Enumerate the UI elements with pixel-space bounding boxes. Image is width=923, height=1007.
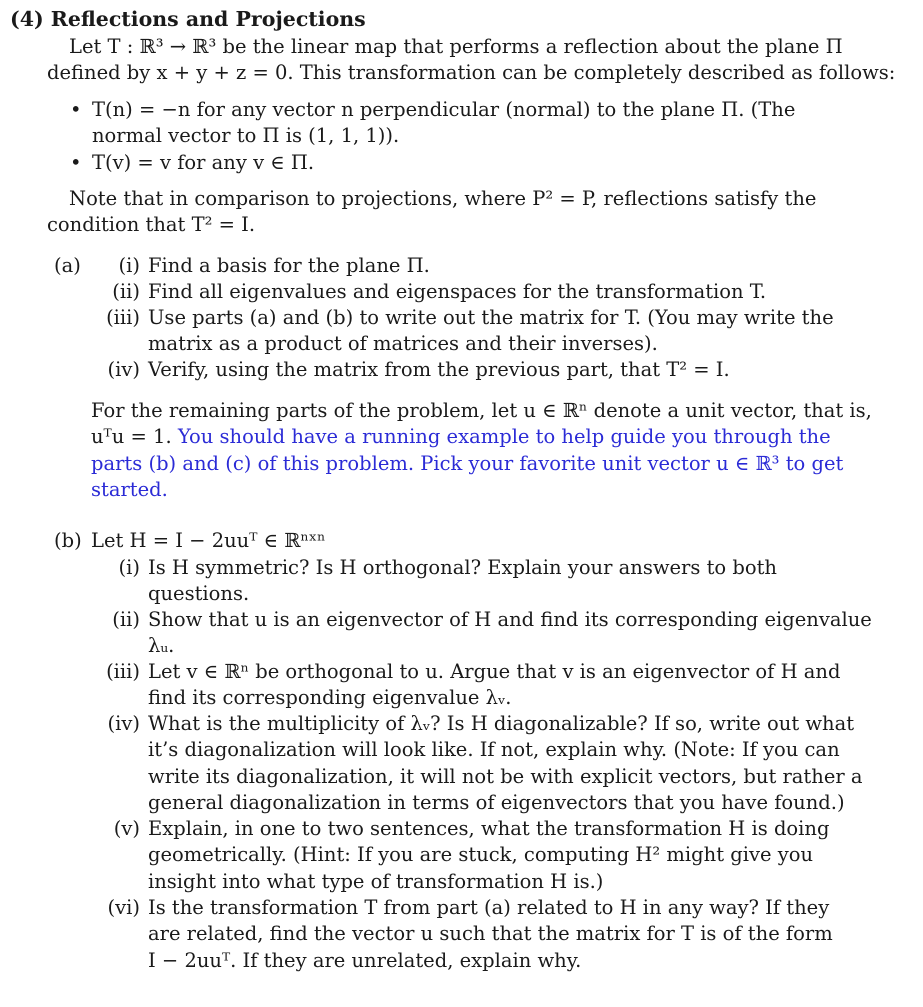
item-text: write its diagonalization, it will not be with explicit vectors, but rather a [148, 764, 863, 788]
note-line: condition that T² = I. [47, 213, 256, 237]
item-number: (iii) [106, 306, 140, 329]
item-text: Is the transformation T from part (a) related to H in any way? If they [148, 896, 830, 919]
item-text: geometrically. (Hint: If you are stuck, computing H² might give you [148, 843, 814, 867]
part-b-heading-text: Let H = I − 2uuᵀ ∈ ℝⁿˣⁿ [91, 529, 326, 552]
item-text: Let v ∈ ℝⁿ be orthogonal to u. Argue that v is an eigenvector of H and [148, 660, 841, 683]
item-number: (ii) [112, 280, 140, 303]
remain-line [91, 424, 872, 450]
item-text: What is the multiplicity of λᵥ? Is H diagonalizable? If so, write out what [148, 712, 855, 735]
item-text: general diagonalization in terms of eigenvectors that you have found.) [148, 790, 845, 814]
part-b-item [118, 555, 777, 608]
item-text: Use parts (a) and (b) to write out the matrix for T. (You may write the [148, 306, 834, 329]
part-a-label: (a) [54, 254, 81, 277]
part-b-item [107, 711, 863, 816]
bullet-marker: • [70, 150, 82, 174]
remain-line: For the remaining parts of the problem, let u ∈ ℝⁿ denote a unit vector, that is, [91, 399, 872, 422]
item-number: (i) [118, 556, 140, 579]
part-a-item [106, 305, 834, 358]
bullet-text: T(n) = −n for any vector n perpendicular (normal) to the plane Π. (The [92, 98, 796, 121]
intro-paragraph [47, 34, 907, 87]
definition-bullets [70, 97, 795, 176]
note-paragraph [47, 186, 816, 239]
item-text: Find a basis for the plane Π. [148, 254, 430, 277]
item-number: (vi) [107, 896, 140, 919]
item-text: are related, find the vector u such that the matrix for T is of the form [148, 922, 833, 946]
problem-title: (4) Reflections and Projections [10, 7, 366, 31]
bullet-marker: • [70, 98, 82, 121]
item-text: matrix as a product of matrices and their inverses). [148, 332, 658, 356]
item-number: (iv) [107, 712, 140, 735]
item-text: Verify, using the matrix from the previous part, that T² = I. [148, 358, 730, 381]
intro-line: defined by x + y + z = 0. This transformation can be completely described as follows: [47, 61, 896, 85]
item-text: Show that u is an eigenvector of H and find its corresponding eigenvalue [148, 608, 872, 631]
bullet-item [70, 97, 795, 150]
item-text: I − 2uuᵀ. If they are unrelated, explain why. [148, 948, 582, 972]
part-a-item [118, 253, 430, 279]
bullet-item [70, 150, 795, 176]
bullet-text: T(v) = v for any v ∈ Π. [92, 150, 315, 174]
item-text: Find all eigenvalues and eigenspaces for the transformation T. [148, 280, 767, 303]
item-text: insight into what type of transformation H is.) [148, 869, 604, 893]
item-number: (ii) [112, 608, 140, 631]
item-text: it’s diagonalization will look like. If not, explain why. (Note: If you can [148, 738, 840, 762]
part-b-heading [91, 528, 326, 554]
unit-vector-condition: uᵀu = 1. [91, 425, 172, 449]
part-b-item [106, 659, 841, 712]
item-text: λᵤ. [148, 634, 175, 658]
remain-line: parts (b) and (c) of this problem. Pick your favorite unit vector u ∈ ℝ³ to get [91, 451, 844, 475]
part-a-item [107, 357, 730, 383]
running-example-hint: You should have a running example to help guide you through the [171, 425, 831, 449]
part-b-item [107, 895, 833, 974]
bullet-text: normal vector to Π is (1, 1, 1)). [92, 124, 400, 148]
item-number: (v) [113, 817, 140, 840]
item-number: (i) [118, 254, 140, 277]
item-number: (iii) [106, 660, 140, 683]
item-text: find its corresponding eigenvalue λᵥ. [148, 686, 512, 710]
item-text: questions. [148, 582, 250, 606]
item-number: (iv) [107, 358, 140, 381]
part-b-label: (b) [54, 529, 82, 552]
item-text: Is H symmetric? Is H orthogonal? Explain your answers to both [148, 556, 777, 579]
note-line: Note that in comparison to projections, where P² = P, reflections satisfy the [69, 187, 817, 210]
item-text: Explain, in one to two sentences, what the transformation H is doing [148, 817, 830, 840]
intro-line: Let T : ℝ³ → ℝ³ be the linear map that performs a reflection about the plane Π [69, 35, 843, 58]
part-b-item [113, 816, 830, 895]
remain-line: started. [91, 477, 168, 501]
part-b-item [112, 607, 872, 660]
part-a-item [112, 279, 767, 305]
running-example-paragraph [91, 398, 872, 503]
